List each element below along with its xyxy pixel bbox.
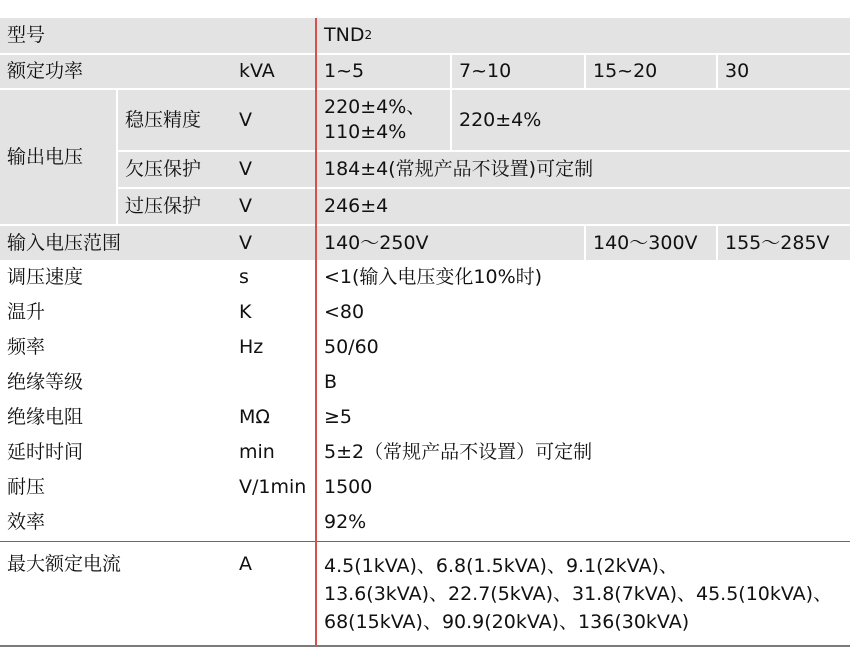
- accuracy-unit: V: [232, 90, 315, 150]
- power-unit: kVA: [232, 55, 315, 88]
- accuracy-value-1-line-2: 110±4%: [324, 121, 407, 143]
- model-subscript: 2: [364, 28, 373, 42]
- max-current-line-2: 13.6(3kVA)、22.7(5kVA)、31.8(7kVA)、45.5(10kVA)、: [324, 583, 833, 605]
- output-voltage-label: 输出电压: [0, 90, 116, 224]
- power-label: 额定功率: [0, 55, 232, 88]
- speed-label: 调压速度: [7, 266, 84, 288]
- undervoltage-value: 184±4(常规产品不设置)可定制: [317, 152, 850, 187]
- max-current-value: [317, 544, 850, 644]
- insulation-resistance-value: ≥5: [324, 406, 353, 428]
- accuracy-label: 稳压精度: [118, 90, 232, 150]
- undervoltage-unit: V: [232, 152, 315, 187]
- input-range-value-2: 140～300V: [586, 226, 716, 260]
- undervoltage-label: 欠压保护: [118, 152, 232, 187]
- temp-rise-value: <80: [324, 301, 365, 323]
- max-current-line-3: 68(15kVA)、90.9(20kVA)、136(30kVA): [324, 611, 690, 633]
- temp-rise-label: 温升: [7, 301, 46, 323]
- model-name: TND: [324, 24, 365, 46]
- model-header-value: [317, 18, 850, 53]
- overvoltage-label: 过压保护: [118, 189, 232, 224]
- withstand-unit: V/1min: [239, 476, 307, 498]
- insulation-class-label: 绝缘等级: [7, 371, 84, 393]
- accuracy-value-1: [317, 90, 450, 150]
- efficiency-unit: [232, 505, 315, 540]
- power-value-2: 7~10: [452, 55, 584, 88]
- accuracy-value-1-line-1: 220±4%、: [324, 96, 426, 118]
- max-current-label: 最大额定电流: [7, 553, 122, 575]
- insulation-class-value: B: [324, 371, 338, 393]
- delay-value: 5±2（常规产品不设置）可定制: [324, 441, 593, 463]
- table-bottom-border: [0, 645, 850, 647]
- max-current-unit: A: [239, 553, 252, 575]
- insulation-class-unit: [232, 365, 315, 400]
- input-range-label: 输入电压范围: [0, 226, 232, 260]
- max-current-line-1: 4.5(1kVA)、6.8(1.5kVA)、9.1(2kVA)、: [324, 555, 678, 577]
- temp-rise-unit: K: [239, 301, 252, 323]
- input-range-value-3: 155～285V: [718, 226, 850, 260]
- accuracy-value-2: 220±4%: [452, 90, 850, 150]
- delay-unit: min: [239, 441, 275, 463]
- delay-label: 延时时间: [7, 441, 84, 463]
- insulation-resistance-label: 绝缘电阻: [7, 406, 84, 428]
- power-value-1: 1~5: [317, 55, 450, 88]
- row-divider: [0, 541, 850, 542]
- frequency-value: 50/60: [324, 336, 379, 358]
- input-range-value-1: 140～250V: [317, 226, 584, 260]
- model-header-label: 型号: [0, 18, 315, 53]
- withstand-value: 1500: [324, 476, 373, 498]
- power-value-3: 15~20: [586, 55, 716, 88]
- overvoltage-value: 246±4: [317, 189, 850, 224]
- input-range-unit: V: [232, 226, 315, 260]
- efficiency-value: 92%: [324, 511, 367, 533]
- withstand-label: 耐压: [7, 476, 46, 498]
- efficiency-label: 效率: [7, 511, 46, 533]
- power-value-4: 30: [718, 55, 850, 88]
- frequency-label: 频率: [7, 336, 46, 358]
- speed-unit: s: [239, 266, 249, 288]
- insulation-resistance-unit: MΩ: [239, 406, 270, 428]
- column-divider-red: [315, 18, 317, 647]
- spec-table: [0, 18, 850, 647]
- frequency-unit: Hz: [239, 336, 264, 358]
- speed-value: <1(输入电压变化10%时): [324, 266, 543, 288]
- overvoltage-unit: V: [232, 189, 315, 224]
